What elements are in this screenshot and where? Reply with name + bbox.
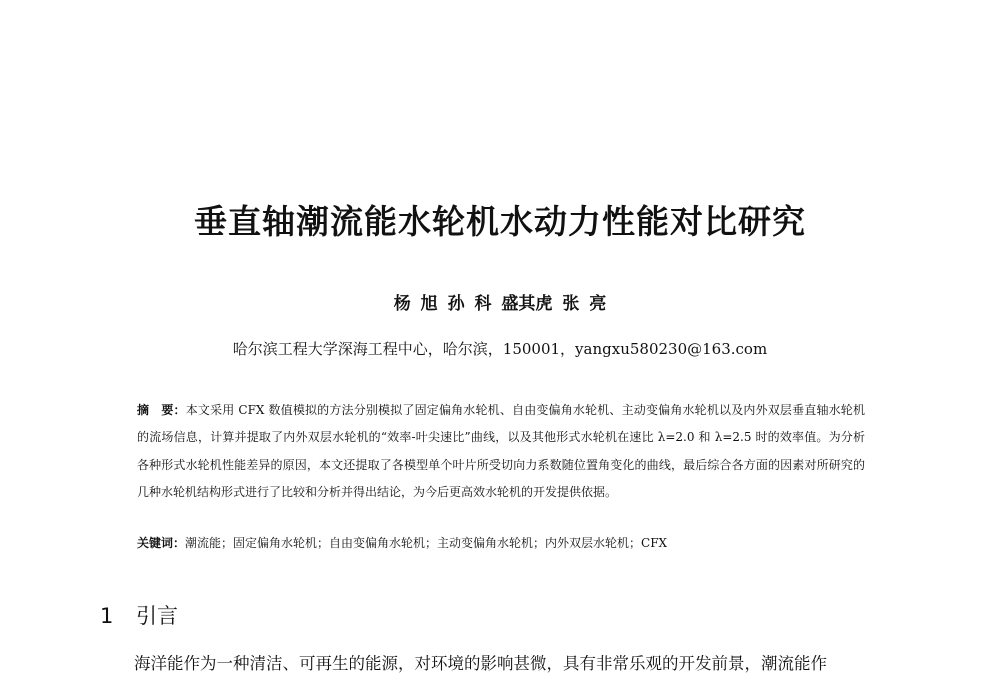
abstract-label: 摘 要： [137,403,186,417]
affiliation-line: 哈尔滨工程大学深海工程中心，哈尔滨，150001，yangxu580230@163.com [232,340,768,358]
abstract-block [137,397,865,507]
abstract-text: 本文采用 CFX 数值模拟的方法分别模拟了固定偏角水轮机、自由变偏角水轮机、主动变偏角水轮机以及内外双层垂直轴水轮机的流场信息，计算并提取了内外双层水轮机的“效率-叶尖速比”曲线，以及其他形式水轮机在速比 λ=2.0 和 λ=2.5 时的效率值。为分析各种形式水轮机性能差异的原因，本文还提取了各模型单个叶片所受切向力系数随位置角变化的曲线，最后综合各方面的因素对所研究的几种水轮机结构形式进行了比较和分析并得出结论，为今后更高效水轮机的开发提供依据。 [137,403,865,500]
section-title: 引言 [136,604,178,628]
body-paragraph: 海洋能作为一种清洁、可再生的能源，对环境的影响甚微，具有非常乐观的开发前景，潮流能作 [134,654,827,673]
paper-title: 垂直轴潮流能水轮机水动力性能对比研究 [194,202,806,241]
author-list: 杨 旭 孙 科 盛其虎 张 亮 [393,294,607,314]
keywords-block [137,532,865,554]
keywords-text: 潮流能；固定偏角水轮机；自由变偏角水轮机；主动变偏角水轮机；内外双层水轮机；CFX [185,536,668,550]
section-heading [100,600,178,630]
section-number: 1 [100,604,114,628]
keywords-label: 关键词： [137,536,186,550]
